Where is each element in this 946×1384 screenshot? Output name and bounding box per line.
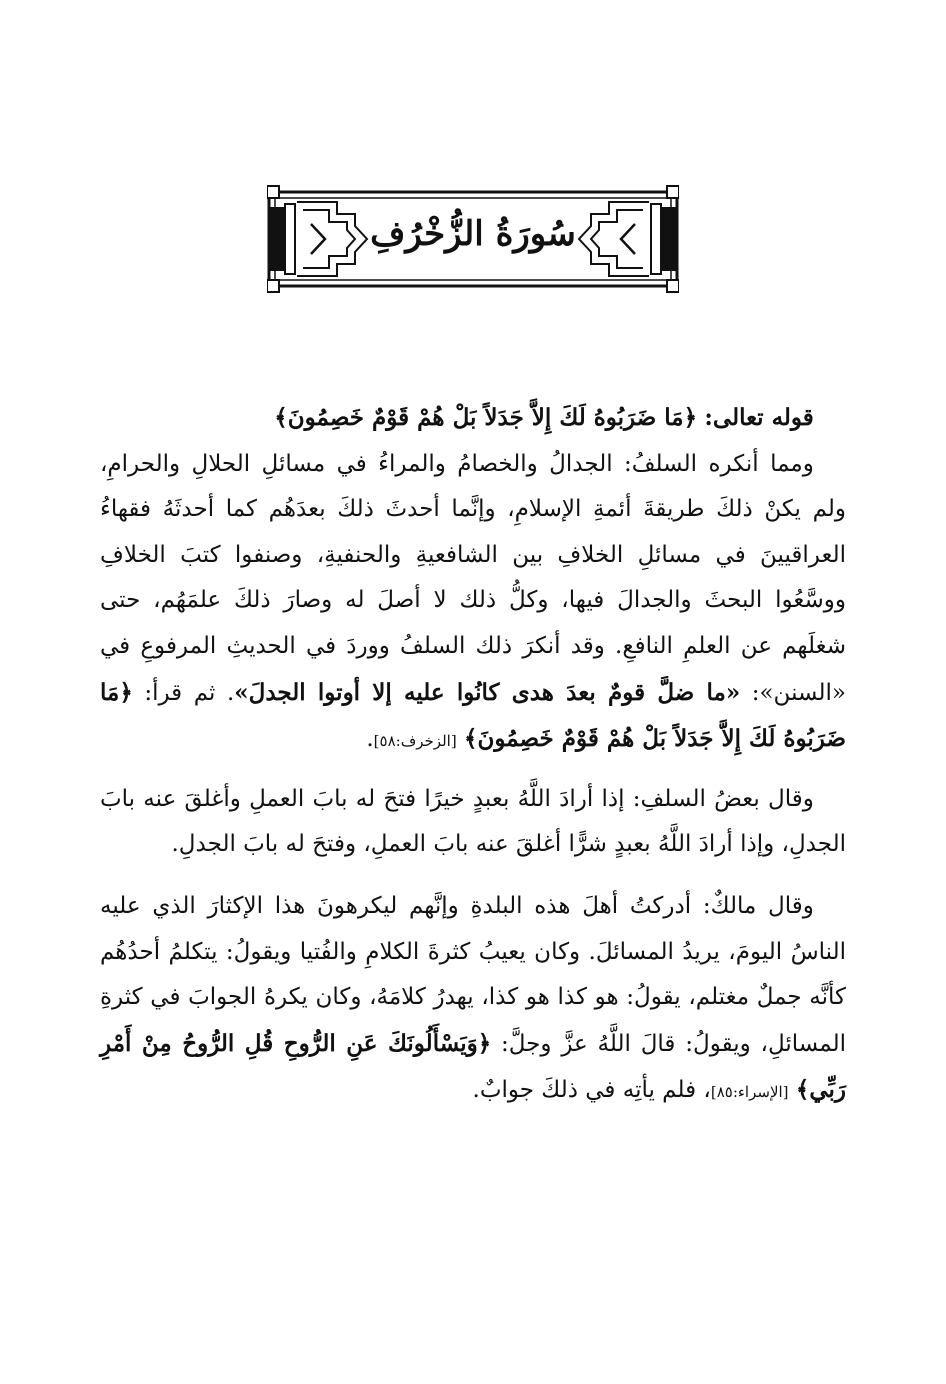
paragraph-1-text-a: ومما أنكره السلفُ: الجدالُ والخصامُ والمراءُ في مسائلِ الحلالِ والحرامِ، ولم يكنْ ذلكَ طريقةَ أئمةِ الإسلامِ، وإنَّما أحدثَ ذلكَ بعدَهُم كما أحدثَهُ فقهاءُ العراقيينَ في مسائلِ الخلافِ بين الشافعيةِ والحنفيةِ، وصنفوا كتبَ الخلافِ ووسَّعُوا البحثَ والجدالَ فيها، وكلُّ ذلك لا أصلَ له وصارَ ذلكَ علمَهُم، حتى شغلَهم عن العلمِ النافعِ. وقد أنكرَ ذلك السلفُ ووردَ في الحديثِ المرفوعِ في «السنن»: — [100, 450, 846, 706]
verse-reference-zukhruf: [الزخرف:٥٨] — [373, 732, 457, 751]
hadith-quote: «ما ضلَّ قومٌ بعدَ هدى كانُوا عليه إلا أوتوا الجدلَ» — [234, 678, 741, 706]
paragraph-3 — [100, 884, 846, 1116]
surah-title: سُورَةُ الزُّخْرُفِ — [370, 214, 576, 254]
paragraph-3-verse: ﴿وَيَسْأَلُونَكَ عَنِ الرُّوحِ قُلِ الرُّوحُ مِنْ أَمْرِ رَبِّي﴾ — [100, 1029, 846, 1104]
paragraph-1-end: . — [366, 726, 374, 753]
verse-heading — [100, 395, 846, 442]
paragraph-2: وقال بعضُ السلفِ: إذا أرادَ اللَّهُ بعبدٍ خيرًا فتحَ له بابَ العملِ وأغلقَ عنه بابَ الجدلِ، وإذا أرادَ اللَّهُ بعبدٍ شرًّا أغلقَ عنه بابَ العملِ، وفتحَ له بابَ الجدلِ. — [100, 785, 846, 858]
qawl-label: قوله تعالى: — [704, 404, 814, 431]
paragraph-3-text-b: ، فلم يأتِه في ذلكَ جوابٌ. — [472, 1077, 711, 1104]
heading-verse: ﴿مَا ضَرَبُوهُ لَكَ إِلاَّ جَدَلاً بَلْ هُمْ قَوْمٌ خَصِمُونَ﴾ — [274, 404, 698, 431]
paragraph-3-text-a: وقال مالكٌ: أدركتُ أهلَ هذه البلدةِ وإنَّهم ليكرهونَ هذا الإكثارَ الذي عليه الناسُ اليومَ، يريدُ المسائلَ. وكان يعيبُ كثرةَ الكلامِ والفُتيا ويقولُ: يتكلمُ أحدُهُم كأنَّه جملٌ مغتلم، يقولُ: هو كذا هو كذا، يهدرُ كلامَهُ، وكان يكرهُ الجوابَ في كثرةِ المسائلِ، ويقولُ: قالَ اللَّهُ عزَّ وجلَّ: — [100, 892, 846, 1057]
paragraph-1-text-b: . ثم قرأ: — [132, 679, 235, 706]
paragraph-1-verse: ﴿مَا ضَرَبُوهُ لَكَ إِلاَّ جَدَلاً بَلْ هُمْ قَوْمٌ خَصِمُونَ﴾ — [100, 678, 846, 753]
verse-reference-isra: [الإسراء:٨٥] — [710, 1083, 789, 1102]
page-body — [100, 395, 846, 1116]
paragraph-1 — [100, 442, 846, 765]
surah-header-frame — [267, 184, 679, 294]
